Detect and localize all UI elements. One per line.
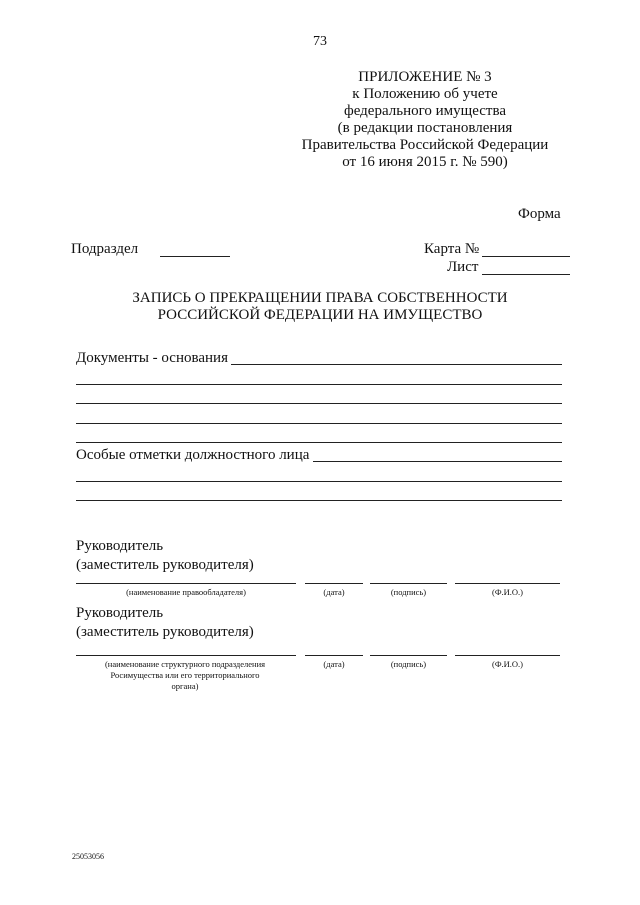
role-sublabel: (заместитель руководителя) (76, 557, 254, 573)
caption-fio: (Ф.И.О.) (491, 659, 524, 669)
caption-date: (дата) (323, 659, 345, 669)
appendix-title: ПРИЛОЖЕНИЕ № 3 (358, 69, 492, 85)
documents-basis-field[interactable] (76, 442, 562, 443)
appendix-header (290, 69, 560, 171)
special-notes-field[interactable] (313, 461, 562, 462)
role-label: Руководитель (76, 538, 164, 554)
caption-signature: (подпись) (390, 659, 427, 669)
documents-basis-field[interactable] (231, 364, 562, 365)
caption-line: (наименование структурного подразделения (104, 659, 266, 669)
footer-code: 25053056 (72, 852, 104, 861)
appendix-line: (в редакции постановления (337, 120, 513, 136)
caption-subdivision-name (70, 659, 300, 692)
caption-date: (дата) (323, 587, 345, 597)
special-notes-field[interactable] (76, 481, 562, 482)
card-label: Карта № (424, 241, 480, 257)
appendix-line: от 16 июня 2015 г. № 590) (342, 154, 508, 170)
role-label: Руководитель (76, 605, 164, 621)
documents-basis-field[interactable] (76, 403, 562, 404)
documents-basis-field[interactable] (76, 423, 562, 424)
role-sublabel: (заместитель руководителя) (76, 624, 254, 640)
card-number-field[interactable] (482, 256, 570, 257)
title-line: РОССИЙСКОЙ ФЕДЕРАЦИИ НА ИМУЩЕСТВО (157, 307, 483, 323)
caption-rightholder-name: (наименование правообладателя) (126, 587, 246, 597)
fio-field[interactable] (455, 655, 560, 656)
date-field[interactable] (305, 655, 363, 656)
subdivision-name-field[interactable] (76, 655, 296, 656)
page-number: 73 (313, 34, 327, 49)
appendix-line: Правительства Российской Федерации (301, 137, 549, 153)
special-notes-label: Особые отметки должностного лица (76, 447, 310, 463)
subdivision-field[interactable] (160, 256, 230, 257)
caption-fio: (Ф.И.О.) (491, 587, 524, 597)
appendix-line: федерального имущества (344, 103, 506, 119)
caption-line: органа) (171, 681, 199, 691)
signature-block-1 (76, 538, 254, 574)
caption-line: Росимущества или его территориального (110, 670, 260, 680)
subdivision-label: Подраздел (71, 241, 139, 257)
date-field[interactable] (305, 583, 363, 584)
document-title (80, 290, 560, 324)
form-label: Форма (518, 206, 561, 222)
documents-basis-field[interactable] (76, 384, 562, 385)
title-line: ЗАПИСЬ О ПРЕКРАЩЕНИИ ПРАВА СОБСТВЕННОСТИ (132, 290, 508, 306)
sheet-label: Лист (447, 259, 479, 275)
appendix-line: к Положению об учете (352, 86, 498, 102)
fio-field[interactable] (455, 583, 560, 584)
caption-signature: (подпись) (390, 587, 427, 597)
signature-field[interactable] (370, 655, 447, 656)
special-notes-field[interactable] (76, 500, 562, 501)
rightholder-name-field[interactable] (76, 583, 296, 584)
signature-block-2 (76, 605, 254, 641)
sheet-field[interactable] (482, 274, 570, 275)
documents-basis-label: Документы - основания (76, 350, 228, 366)
signature-field[interactable] (370, 583, 447, 584)
